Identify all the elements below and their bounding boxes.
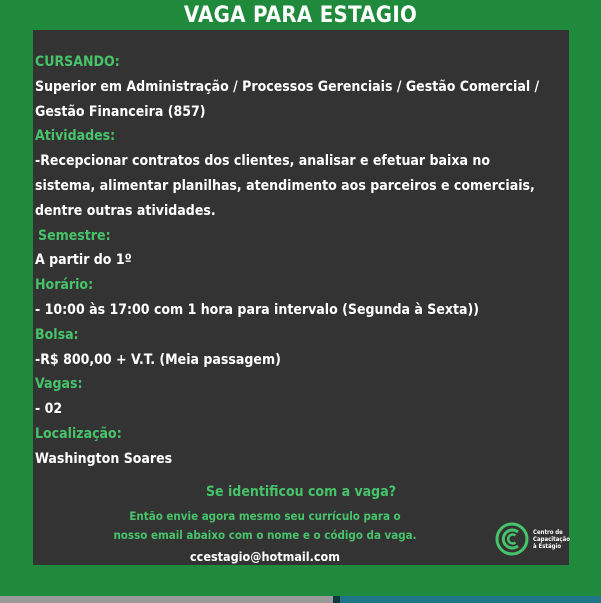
cta-instruction-line1: Então envie agora mesmo seu currículo para o bbox=[129, 509, 401, 523]
bolsa-label: Bolsa: bbox=[35, 326, 79, 343]
contact-email: ccestagio@hotmail.com bbox=[190, 549, 340, 564]
logo-text-line2: Capacitação bbox=[533, 535, 570, 543]
footer-bar-accent bbox=[340, 596, 601, 603]
cursando-value-line2: Gestão Financeira (857) bbox=[35, 103, 206, 120]
page-title: VAGA PARA ESTAGIO bbox=[183, 2, 418, 28]
footer-bar-left bbox=[0, 596, 333, 603]
cta-instruction-line2: nosso email abaixo com o nome e o código da vaga. bbox=[113, 528, 417, 542]
vagas-label: Vagas: bbox=[35, 376, 83, 393]
cursando-label: CURSANDO: bbox=[35, 54, 120, 70]
cc-circle-logo-icon bbox=[495, 522, 529, 556]
semestre-value: A partir do 1º bbox=[35, 252, 132, 269]
logo-wordmark bbox=[533, 529, 570, 550]
atividades-value-line3: dentre outras atividades. bbox=[35, 202, 216, 219]
localizacao-value: Washington Soares bbox=[35, 450, 173, 467]
horario-value: - 10:00 às 17:00 com 1 hora para intervalo (Segunda à Sexta)) bbox=[35, 301, 480, 318]
semestre-label: Semestre: bbox=[38, 227, 111, 244]
company-logo bbox=[495, 521, 573, 557]
cursando-value-line1: Superior em Administração / Processos Gerenciais / Gestão Comercial / bbox=[35, 78, 540, 95]
bolsa-value: -R$ 800,00 + V.T. (Meia passagem) bbox=[35, 351, 281, 368]
atividades-value-line1: -Recepcionar contratos dos clientes, analisar e efetuar baixa no bbox=[35, 153, 490, 170]
atividades-value-line2: sistema, alimentar planilhas, atendimento aos parceiros e comerciais, bbox=[35, 177, 535, 194]
horario-label: Horário: bbox=[35, 277, 94, 294]
localizacao-label: Localização: bbox=[35, 425, 122, 442]
logo-text-line1: Centro de bbox=[533, 528, 563, 536]
vagas-value: - 02 bbox=[35, 401, 63, 418]
logo-text-line3: à Estágio bbox=[533, 542, 562, 550]
cta-headline: Se identificou com a vaga? bbox=[205, 484, 397, 500]
job-details bbox=[35, 50, 575, 472]
atividades-label: Atividades: bbox=[35, 128, 116, 145]
